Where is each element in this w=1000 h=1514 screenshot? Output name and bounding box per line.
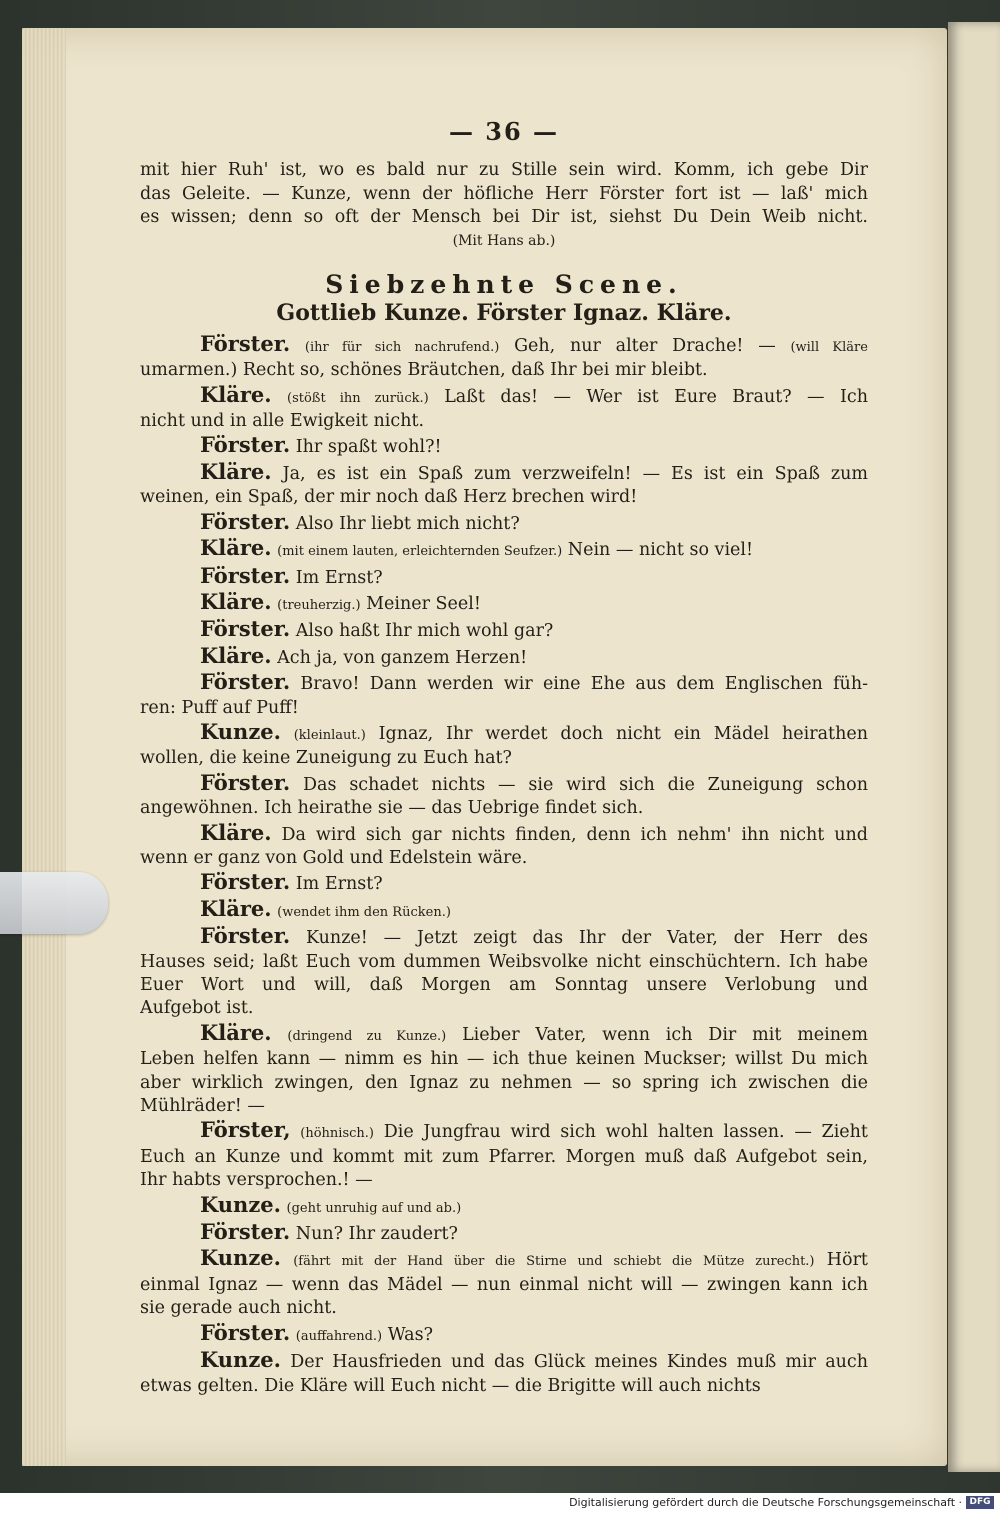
spoken-text: Das schadet nichts — sie wird sich die Zuneigung schon <box>303 774 868 795</box>
dialogue-line <box>140 617 868 643</box>
opening-passage <box>140 159 868 253</box>
dialogue <box>140 332 868 1398</box>
speaker-name: Kläre. <box>200 820 272 845</box>
dialogue-continuation: Mühlräder! — <box>140 1096 265 1117</box>
spoken-text: Da wird sich gar nichts finden, denn ich nehm' ihn nicht und <box>281 824 868 845</box>
stage-direction: (stößt ihn zurück.) <box>287 390 429 406</box>
dialogue-line <box>140 870 868 896</box>
dialogue-line <box>140 1348 868 1374</box>
spoken-text: Nein — nicht so viel! <box>567 540 754 561</box>
dialogue-continuation: ren: Puff auf Puff! <box>140 697 299 718</box>
spoken-text: Ach ja, von ganzem Herzen! <box>277 647 528 668</box>
dialogue-continuation: wollen, die keine Zuneigung zu Euch hat? <box>140 748 512 769</box>
dialogue-line <box>140 924 868 950</box>
speaker-name: Kunze. <box>200 719 281 744</box>
dialogue-continuation: umarmen.) Recht so, schönes Bräutchen, daß Ihr bei mir bleibt. <box>140 360 708 381</box>
spoken-text: Also haßt Ihr mich wohl gar? <box>295 621 554 642</box>
dialogue-continuation: etwas gelten. Die Kläre will Euch nicht — die Brigitte will auch nichts <box>140 1375 761 1396</box>
spoken-text: Nun? Ihr zaudert? <box>295 1224 458 1245</box>
speaker-name: Förster. <box>200 617 291 642</box>
spoken-text: Bravo! Dann werden wir eine Ehe aus dem Englischen füh- <box>300 674 868 695</box>
stage-direction: (dringend zu Kunze.) <box>287 1028 447 1044</box>
dialogue-continuation: weinen, ein Spaß, der mir noch daß Herz brechen wird! <box>140 487 638 508</box>
spoken-text: Ja, es ist ein Spaß zum verzweifeln! — Es ist ein Spaß zum <box>282 463 868 484</box>
dialogue-line <box>140 1246 868 1273</box>
stage-direction: (Mit Hans ab.) <box>452 232 556 249</box>
dialogue-line <box>140 536 868 563</box>
scene-title: Siebzehnte Scene. <box>325 270 683 300</box>
speaker-name: Förster. <box>200 331 291 356</box>
dialogue-line <box>140 1193 868 1220</box>
spoken-text: Geh, nur alter Drache! — <box>514 335 776 356</box>
stage-direction: (geht unruhig auf und ab.) <box>286 1200 462 1216</box>
spoken-text: Ignaz, Ihr werdet doch nicht ein Mädel heirathen <box>378 723 868 744</box>
stage-direction: (will Kläre <box>790 339 868 355</box>
spoken-text: Die Jungfrau wird sich wohl halten lassen. — Zieht <box>383 1122 868 1143</box>
dialogue-continuation: Hauses seid; laßt Euch vom dummen Weibsvolke nicht einschüchtern. Ich habe <box>140 951 868 972</box>
character-list: Gottlieb Kunze. Förster Ignaz. Kläre. <box>276 300 732 327</box>
dialogue-line <box>140 383 868 410</box>
dialogue-line <box>140 510 868 536</box>
spoken-text: Hört <box>826 1250 868 1271</box>
speaker-name: Förster. <box>200 509 291 534</box>
speaker-name: Kläre. <box>200 896 272 921</box>
dialogue-line <box>140 1220 868 1246</box>
dialogue-line <box>140 1321 868 1348</box>
speaker-name: Förster. <box>200 770 291 795</box>
text-line: mit hier Ruh' ist, wo es bald nur zu Stille sein wird. Komm, ich gebe Dir <box>140 160 868 181</box>
stage-direction: (treuherzig.) <box>277 597 361 613</box>
dialogue-line <box>140 1021 868 1048</box>
speaker-name: Kläre. <box>200 643 272 668</box>
dialogue-line <box>140 433 868 459</box>
spoken-text: Kunze! — Jetzt zeigt das Ihr der Vater, der Herr des <box>305 928 868 949</box>
spoken-text: Also Ihr liebt mich nicht? <box>295 513 520 534</box>
speaker-name: Förster. <box>200 1320 291 1345</box>
page-text <box>140 117 868 1398</box>
speaker-name: Kunze. <box>200 1348 281 1373</box>
stage-direction: (fährt mit der Hand über die Stirne und schiebt die Mütze zurecht.) <box>293 1254 815 1270</box>
spoken-text: Lieber Vater, wenn ich Dir mit meinem <box>462 1024 868 1045</box>
dialogue-line <box>140 897 868 924</box>
speaker-name: Förster. <box>200 870 291 895</box>
dialogue-line <box>140 771 868 797</box>
dialogue-line <box>140 720 868 747</box>
text-line: es wissen; denn so oft der Mensch bei Dir ist, siehst Du Dein Weib nicht. <box>140 207 868 228</box>
dialogue-line <box>140 670 868 696</box>
dialogue-continuation: nicht und in alle Ewigkeit nicht. <box>140 411 425 432</box>
spoken-text: Ihr spaßt wohl?! <box>295 437 442 458</box>
speaker-name: Förster. <box>200 670 291 695</box>
dialogue-continuation: einmal Ignaz — wenn das Mädel — nun einmal nicht will — zwingen kann ich <box>140 1274 868 1295</box>
speaker-name: Kläre. <box>200 1020 272 1045</box>
stage-direction: (höhnisch.) <box>300 1126 374 1142</box>
dialogue-line <box>140 644 868 670</box>
spoken-text: Im Ernst? <box>295 874 383 895</box>
dialogue-continuation: Euch an Kunze und kommt mit zum Pfarrer. Morgen muß daß Aufgebot sein, <box>140 1146 868 1167</box>
stage-direction: (ihr für sich nachrufend.) <box>304 339 500 355</box>
page-edges <box>22 28 66 1466</box>
spoken-text: Laßt das! — Wer ist Eure Braut? — Ich <box>444 386 868 407</box>
stage-direction: (mit einem lauten, erleichternden Seufzer.) <box>277 544 563 560</box>
dialogue-continuation: aber wirklich zwingen, den Ignaz zu nehmen — so spring ich zwischen die <box>140 1072 868 1093</box>
dialogue-continuation: Aufgebot ist. <box>140 998 254 1019</box>
speaker-name: Kläre. <box>200 536 272 561</box>
speaker-name: Förster. <box>200 563 291 588</box>
dialogue-continuation: wenn er ganz von Gold und Edelstein wäre. <box>140 847 528 868</box>
dialogue-continuation: angewöhnen. Ich heirathe sie — das Uebrige findet sich. <box>140 798 644 819</box>
spoken-text: Meiner Seel! <box>366 593 481 614</box>
dialogue-continuation: Leben helfen kann — nimm es hin — ich thue keinen Muckser; willst Du mich <box>140 1049 868 1070</box>
spoken-text: Was? <box>387 1324 433 1345</box>
dialogue-continuation: sie gerade auch nicht. <box>140 1298 337 1319</box>
speaker-name: Förster. <box>200 433 291 458</box>
stage-direction: (wendet ihm den Rücken.) <box>277 904 451 920</box>
dialogue-continuation: Ihr habts versprochen.! — <box>140 1170 373 1191</box>
bookmark-tab <box>0 872 108 934</box>
dialogue-continuation: Euer Wort und will, daß Morgen am Sonntag unsere Verlobung und <box>140 975 868 995</box>
dialogue-line <box>140 332 868 359</box>
speaker-name: Kläre. <box>200 589 272 614</box>
speaker-name: Förster. <box>200 1220 291 1245</box>
spoken-text: Der Hausfrieden und das Glück meines Kindes muß mir auch <box>290 1352 868 1373</box>
dialogue-line <box>140 821 868 847</box>
funding-credit: Digitalisierung gefördert durch die Deutsche Forschungsgemeinschaft · <box>569 1496 962 1509</box>
speaker-name: Kunze. <box>200 1192 281 1217</box>
stage-direction: (auffahrend.) <box>295 1328 383 1344</box>
dialogue-line <box>140 564 868 590</box>
speaker-name: Förster, <box>200 1118 291 1143</box>
speaker-name: Kläre. <box>200 382 272 407</box>
speaker-name: Förster. <box>200 924 291 949</box>
page-number: — 36 — <box>448 117 560 146</box>
speaker-name: Kunze. <box>200 1246 281 1271</box>
dialogue-line <box>140 1118 868 1145</box>
speaker-name: Kläre. <box>200 459 272 484</box>
text-line: das Geleite. — Kunze, wenn der höfliche Herr Förster fort ist — laß' mich <box>140 183 868 204</box>
dialogue-line <box>140 460 868 486</box>
dfg-logo: DFG <box>966 1496 994 1509</box>
next-page-edge <box>948 22 1000 1472</box>
spoken-text: Im Ernst? <box>295 567 383 588</box>
stage-direction: (kleinlaut.) <box>293 727 366 743</box>
dialogue-line <box>140 590 868 617</box>
